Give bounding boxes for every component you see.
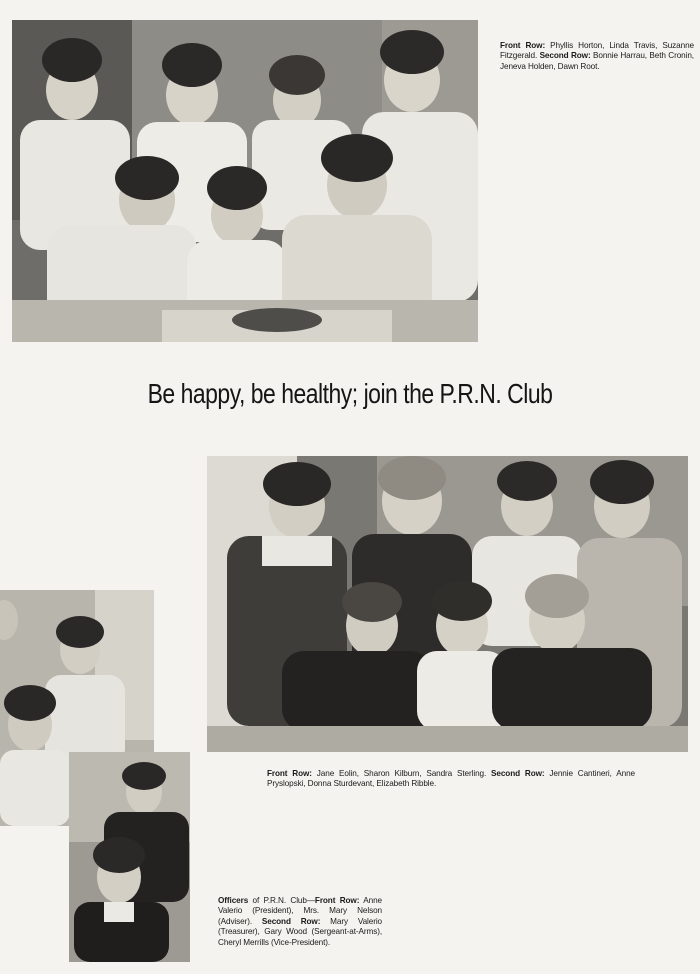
caption-row-label: Front Row: [500, 41, 546, 50]
officers-caption [218, 896, 382, 948]
page-headline: Be happy, be healthy; join the P.R.N. Club [147, 378, 553, 409]
officers-photo-second-row [69, 752, 190, 962]
caption-row-label: Second Row: [539, 51, 591, 61]
caption-row-label: Second Row: [261, 916, 321, 926]
caption-lead: Officers [218, 896, 249, 905]
caption-row-names: Anne Valerio (President), Mrs. Mary Nelson (Adviser). [218, 896, 382, 926]
caption-row-label: Front Row: [314, 896, 360, 905]
caption-row-label: Second Row: [491, 769, 545, 778]
caption-row-names: Jennie Cantineri, Anne Pryslopski, Donna Sturdevant, Elizabeth Ribble. [267, 769, 635, 789]
group-photo-top [12, 20, 478, 342]
group-photo-middle [207, 456, 688, 752]
caption-row-label: Front Row: [267, 769, 312, 778]
caption-row-names: Phyllis Horton, Linda Travis, Suzanne Fitzgerald. [500, 41, 694, 61]
photo-top-caption [500, 41, 694, 72]
caption-lead-text: of P.R.N. Club— [248, 896, 315, 905]
caption-row-names: Jane Eolin, Sharon Kilburn, Sandra Sterling. [311, 769, 492, 778]
photo-middle-caption [267, 769, 635, 790]
caption-row-names: Bonnie Harrau, Beth Cronin, Jeneva Holden, Dawn Root. [500, 51, 694, 71]
caption-row-names: Mary Valerio (Treasurer), Gary Wood (Sergeant-at-Arms), Cheryl Merrills (Vice-President). [218, 916, 382, 947]
